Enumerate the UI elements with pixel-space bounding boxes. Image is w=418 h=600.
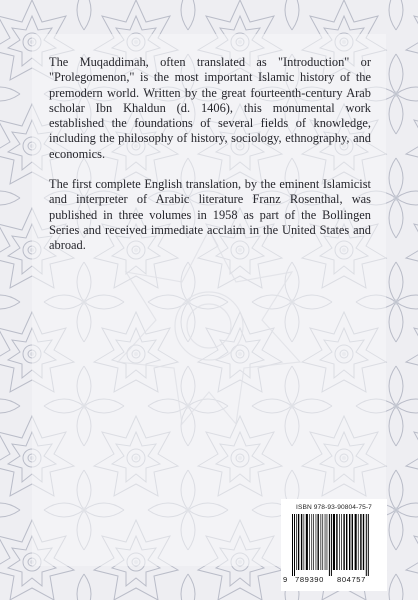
isbn-label: ISBN 978-93-90804-75-7 (296, 504, 372, 511)
barcode-bar (301, 514, 302, 570)
barcode-bar (313, 514, 314, 570)
barcode-bar (355, 514, 357, 570)
barcode-bar (339, 514, 340, 570)
barcode-bar (304, 514, 305, 570)
blurb-paragraph: The first complete English translation, by the eminent Islamicist and interpreter of Arabic literature Franz Rosenthal, was published in three volumes in 1958 as part of the Bollingen Series and received immediate acclaim in the United States and abroad. (49, 177, 371, 253)
barcode-guard-bar (331, 514, 332, 576)
barcode-bar (333, 514, 335, 570)
barcode-bar (343, 514, 344, 570)
barcode-bar (318, 514, 319, 570)
barcode-bar (327, 514, 328, 570)
isbn-barcode (281, 499, 387, 591)
barcode-bar (352, 514, 353, 570)
barcode-bar (311, 514, 312, 570)
barcode-digit-first: 9 (283, 575, 288, 584)
barcode-bar (341, 514, 342, 570)
barcode-bar (349, 514, 350, 570)
barcode-guard-bar (292, 514, 293, 576)
barcode-bar (346, 514, 347, 570)
barcode-bar (298, 514, 299, 570)
barcode-bar (336, 514, 337, 570)
barcode-guard-bar (366, 514, 367, 576)
barcode-guard-bar (294, 514, 295, 576)
barcode-guard-bar (329, 514, 330, 576)
barcode-bar (321, 514, 322, 570)
barcode-bar (358, 514, 359, 570)
barcode-bar (325, 514, 326, 570)
barcode-digits-left: 789390 (295, 575, 324, 584)
barcode-bar (363, 514, 364, 570)
barcode-bar (360, 514, 361, 570)
barcode-bar (306, 514, 308, 570)
blurb-paragraph: The Muqaddimah, often translated as "Introduction" or "Prolegomenon," is the most important Islamic history of the premodern world. Written by the great fourteenth-century Arab scholar Ibn Khaldun (d. 1406), this monumental work established the foundations of several fields of knowledge, including the philosophy of history, sociology, ethnography, and economics. (49, 55, 371, 161)
back-cover-blurb (49, 55, 371, 269)
barcode-bar (296, 514, 297, 570)
barcode-bars (288, 514, 380, 576)
barcode-digits-right: 804757 (337, 575, 366, 584)
barcode-bar (322, 514, 323, 570)
barcode-guard-bar (368, 514, 369, 576)
barcode-bar (316, 514, 317, 570)
barcode-bar (309, 514, 310, 570)
